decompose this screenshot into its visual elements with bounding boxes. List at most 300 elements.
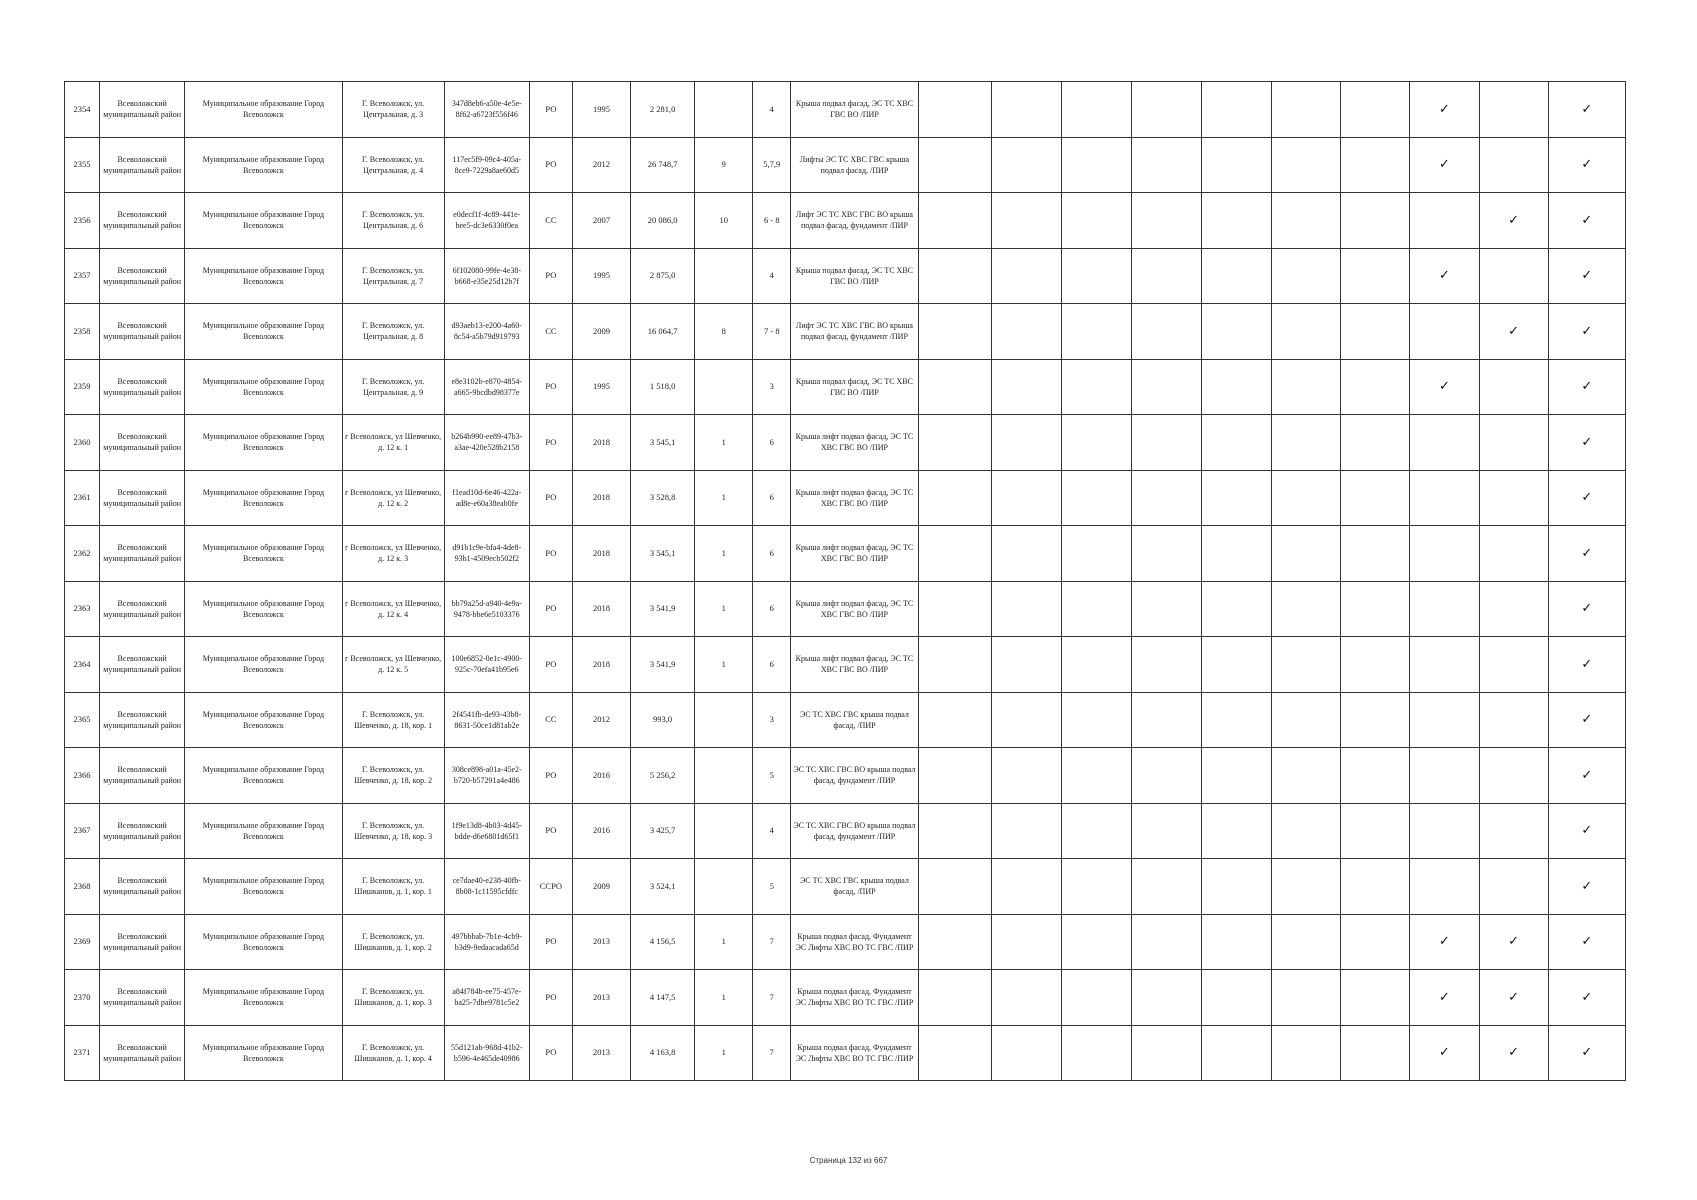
district-cell: Всеволожский муниципальный район	[100, 1025, 185, 1081]
flag-cell	[1272, 82, 1341, 138]
flag-cell	[1131, 304, 1201, 360]
floors-cell: 7	[753, 970, 791, 1026]
area-cell: 3 425,7	[631, 803, 695, 859]
flag-cell	[1202, 637, 1272, 693]
flag-cell	[991, 415, 1061, 471]
check-mark-icon: ✓	[1581, 490, 1593, 506]
flag-cell	[1131, 581, 1201, 637]
year-cell: 2007	[572, 193, 630, 249]
check-mark-icon: ✓	[1581, 934, 1593, 950]
flag-cell	[991, 803, 1061, 859]
flag-cell	[1202, 970, 1272, 1026]
flag-cell	[918, 82, 991, 138]
type-cell: РО	[529, 526, 572, 582]
flag-cell	[991, 359, 1061, 415]
guid-cell: 55d121ab-968d-41b2-b596-4e465de40986	[444, 1025, 529, 1081]
district-cell: Всеволожский муниципальный район	[100, 137, 185, 193]
area-cell: 3 528,8	[631, 470, 695, 526]
flag-cell	[1410, 637, 1479, 693]
flag-cell	[1202, 415, 1272, 471]
flag-cell	[1061, 803, 1131, 859]
type-cell: РО	[529, 470, 572, 526]
district-cell: Всеволожский муниципальный район	[100, 914, 185, 970]
type-cell: СС	[529, 692, 572, 748]
floors-cell: 4	[753, 248, 791, 304]
flag-cell	[991, 748, 1061, 804]
row-number: 2368	[65, 859, 100, 915]
year-cell: 2013	[572, 1025, 630, 1081]
guid-cell: d91b1c9e-bfa4-4de8-93b1-4509ecb502f2	[444, 526, 529, 582]
row-number: 2355	[65, 137, 100, 193]
flag-cell	[1548, 359, 1625, 415]
check-mark-icon: ✓	[1581, 989, 1593, 1005]
flag-cell	[1202, 748, 1272, 804]
check-mark-icon: ✓	[1581, 268, 1593, 284]
address-cell: Г. Всеволожск, ул. Центральная, д. 8	[342, 304, 444, 360]
works-cell: Крыша подвал фасад, ЭС ТС ХВС ГВС ВО /ПИР	[791, 359, 918, 415]
count-cell: 1	[695, 637, 753, 693]
flag-cell	[1061, 470, 1131, 526]
check-mark-icon: ✓	[1581, 379, 1593, 395]
flag-cell	[918, 748, 991, 804]
table-row	[65, 692, 1626, 748]
works-cell: ЭС ТС ХВС ГВС крыша подвал фасад, /ПИР	[791, 859, 918, 915]
flag-cell	[1272, 637, 1341, 693]
flag-cell	[918, 304, 991, 360]
flag-cell	[1202, 470, 1272, 526]
flag-cell	[1272, 359, 1341, 415]
table-row	[65, 248, 1626, 304]
year-cell: 2018	[572, 526, 630, 582]
flag-cell	[1548, 193, 1625, 249]
table-row	[65, 970, 1626, 1026]
municipality-cell: Муниципальное образование Город Всеволожск	[185, 803, 342, 859]
check-mark-icon: ✓	[1508, 934, 1520, 950]
flag-cell	[1410, 970, 1479, 1026]
flag-cell	[1272, 193, 1341, 249]
count-cell: 9	[695, 137, 753, 193]
floors-cell: 3	[753, 692, 791, 748]
floors-cell: 5	[753, 748, 791, 804]
flag-cell	[1202, 692, 1272, 748]
guid-cell: 497bbbab-7b1e-4cb9-b3d9-9edaacada65d	[444, 914, 529, 970]
year-cell: 2016	[572, 748, 630, 804]
year-cell: 2013	[572, 970, 630, 1026]
row-number: 2365	[65, 692, 100, 748]
works-cell: Лифт ЭС ТС ХВС ГВС ВО крыша подвал фасад, фундамент /ПИР	[791, 304, 918, 360]
flag-cell	[1061, 526, 1131, 582]
flag-cell	[991, 82, 1061, 138]
district-cell: Всеволожский муниципальный район	[100, 748, 185, 804]
table-row	[65, 359, 1626, 415]
district-cell: Всеволожский муниципальный район	[100, 692, 185, 748]
count-cell: 1	[695, 470, 753, 526]
flag-cell	[1341, 637, 1410, 693]
flag-cell	[1548, 470, 1625, 526]
flag-cell	[1548, 803, 1625, 859]
flag-cell	[1548, 137, 1625, 193]
flag-cell	[1410, 914, 1479, 970]
check-mark-icon: ✓	[1508, 212, 1520, 228]
address-cell: Г. Всеволожск, ул. Центральная, д. 3	[342, 82, 444, 138]
flag-cell	[1479, 692, 1548, 748]
type-cell: СС	[529, 304, 572, 360]
flag-cell	[1548, 304, 1625, 360]
row-number: 2364	[65, 637, 100, 693]
table-row	[65, 193, 1626, 249]
address-cell: г Всеволожск, ул Шевченко, д. 12 к. 5	[342, 637, 444, 693]
flag-cell	[1548, 914, 1625, 970]
guid-cell: 100e6852-0e1c-4900-925c-70efa41b95e6	[444, 637, 529, 693]
year-cell: 1995	[572, 248, 630, 304]
flag-cell	[1410, 82, 1479, 138]
guid-cell: 347d8eb6-a50e-4e5e-8f62-a6723f556f46	[444, 82, 529, 138]
type-cell: РО	[529, 82, 572, 138]
row-number: 2354	[65, 82, 100, 138]
check-mark-icon: ✓	[1508, 323, 1520, 339]
flag-cell	[1272, 1025, 1341, 1081]
flag-cell	[1202, 581, 1272, 637]
flag-cell	[1479, 914, 1548, 970]
floors-cell: 3	[753, 359, 791, 415]
flag-cell	[1341, 470, 1410, 526]
count-cell	[695, 803, 753, 859]
check-mark-icon: ✓	[1581, 823, 1593, 839]
works-cell: Крыша лифт подвал фасад, ЭС ТС ХВС ГВС ВО /ПИР	[791, 470, 918, 526]
works-cell: Крыша подвал фасад, ЭС ТС ХВС ГВС ВО /ПИР	[791, 248, 918, 304]
year-cell: 2018	[572, 415, 630, 471]
municipality-cell: Муниципальное образование Город Всеволожск	[185, 970, 342, 1026]
flag-cell	[1548, 248, 1625, 304]
municipality-cell: Муниципальное образование Город Всеволожск	[185, 581, 342, 637]
flag-cell	[1061, 970, 1131, 1026]
guid-cell: a84f784b-ee75-457e-ba25-7dbe9781c5e2	[444, 970, 529, 1026]
flag-cell	[991, 692, 1061, 748]
check-mark-icon: ✓	[1581, 545, 1593, 561]
flag-cell	[991, 859, 1061, 915]
table-row	[65, 82, 1626, 138]
works-cell: Крыша подвал фасад, Фундамент ЭС Лифты ХВС ВО ТС ГВС /ПИР	[791, 970, 918, 1026]
flag-cell	[1410, 359, 1479, 415]
flag-cell	[1131, 359, 1201, 415]
flag-cell	[1202, 137, 1272, 193]
flag-cell	[1272, 526, 1341, 582]
flag-cell	[1548, 637, 1625, 693]
flag-cell	[1341, 82, 1410, 138]
flag-cell	[1061, 914, 1131, 970]
address-cell: Г. Всеволожск, ул. Шишканов, д. 1, кор. 4	[342, 1025, 444, 1081]
type-cell: РО	[529, 914, 572, 970]
flag-cell	[1341, 526, 1410, 582]
guid-cell: 2f4541fb-de93-43b8-8631-50ce1d81ab2e	[444, 692, 529, 748]
flag-cell	[1272, 970, 1341, 1026]
flag-cell	[1131, 248, 1201, 304]
table-row	[65, 137, 1626, 193]
flag-cell	[991, 970, 1061, 1026]
address-cell: г Всеволожск, ул Шевченко, д. 12 к. 1	[342, 415, 444, 471]
district-cell: Всеволожский муниципальный район	[100, 970, 185, 1026]
address-cell: Г. Всеволожск, ул. Шевченко, д. 18, кор. 3	[342, 803, 444, 859]
flag-cell	[1341, 692, 1410, 748]
table-row	[65, 859, 1626, 915]
flag-cell	[918, 914, 991, 970]
flag-cell	[1341, 415, 1410, 471]
flag-cell	[1131, 137, 1201, 193]
year-cell: 2013	[572, 914, 630, 970]
flag-cell	[918, 970, 991, 1026]
table-row	[65, 1025, 1626, 1081]
check-mark-icon: ✓	[1439, 268, 1450, 284]
row-number: 2366	[65, 748, 100, 804]
municipality-cell: Муниципальное образование Город Всеволожск	[185, 470, 342, 526]
flag-cell	[1131, 914, 1201, 970]
check-mark-icon: ✓	[1439, 1045, 1450, 1061]
flag-cell	[1410, 193, 1479, 249]
year-cell: 1995	[572, 359, 630, 415]
area-cell: 16 064,7	[631, 304, 695, 360]
municipality-cell: Муниципальное образование Город Всеволожск	[185, 193, 342, 249]
flag-cell	[1341, 970, 1410, 1026]
year-cell: 2009	[572, 859, 630, 915]
address-cell: Г. Всеволожск, ул. Центральная, д. 7	[342, 248, 444, 304]
flag-cell	[1061, 415, 1131, 471]
type-cell: РО	[529, 581, 572, 637]
guid-cell: e0decf1f-4c89-441e-bee5-dc3e6330f0ea	[444, 193, 529, 249]
flag-cell	[1131, 526, 1201, 582]
row-number: 2370	[65, 970, 100, 1026]
guid-cell: f1ead10d-6e46-422a-ad8e-e60a38eab0fe	[444, 470, 529, 526]
flag-cell	[1131, 692, 1201, 748]
flag-cell	[991, 248, 1061, 304]
flag-cell	[1479, 970, 1548, 1026]
flag-cell	[918, 526, 991, 582]
flag-cell	[1410, 803, 1479, 859]
table-row	[65, 581, 1626, 637]
address-cell: Г. Всеволожск, ул. Шишканов, д. 1, кор. 3	[342, 970, 444, 1026]
address-cell: Г. Всеволожск, ул. Центральная, д. 4	[342, 137, 444, 193]
floors-cell: 6	[753, 526, 791, 582]
count-cell: 1	[695, 415, 753, 471]
flag-cell	[1410, 248, 1479, 304]
year-cell: 2018	[572, 637, 630, 693]
table-row	[65, 748, 1626, 804]
municipality-cell: Муниципальное образование Город Всеволожск	[185, 914, 342, 970]
area-cell: 4 147,5	[631, 970, 695, 1026]
check-mark-icon: ✓	[1581, 323, 1593, 339]
row-number: 2358	[65, 304, 100, 360]
area-cell: 1 518,0	[631, 359, 695, 415]
area-cell: 3 541,9	[631, 637, 695, 693]
district-cell: Всеволожский муниципальный район	[100, 637, 185, 693]
flag-cell	[1272, 859, 1341, 915]
check-mark-icon: ✓	[1581, 157, 1593, 173]
flag-cell	[1061, 637, 1131, 693]
count-cell: 8	[695, 304, 753, 360]
guid-cell: 117ec5f9-09c4-405a-8ce9-7229a8ae60d5	[444, 137, 529, 193]
flag-cell	[918, 637, 991, 693]
flag-cell	[1202, 859, 1272, 915]
row-number: 2361	[65, 470, 100, 526]
flag-cell	[1061, 748, 1131, 804]
count-cell: 1	[695, 526, 753, 582]
flag-cell	[1479, 803, 1548, 859]
area-cell: 4 156,5	[631, 914, 695, 970]
flag-cell	[1410, 581, 1479, 637]
count-cell: 1	[695, 581, 753, 637]
check-mark-icon: ✓	[1581, 656, 1593, 672]
flag-cell	[1131, 193, 1201, 249]
district-cell: Всеволожский муниципальный район	[100, 82, 185, 138]
flag-cell	[918, 581, 991, 637]
flag-cell	[1272, 581, 1341, 637]
floors-cell: 5,7,9	[753, 137, 791, 193]
flag-cell	[1272, 415, 1341, 471]
district-cell: Всеволожский муниципальный район	[100, 803, 185, 859]
address-cell: Г. Всеволожск, ул. Шевченко, д. 18, кор. 2	[342, 748, 444, 804]
floors-cell: 6	[753, 581, 791, 637]
flag-cell	[1479, 415, 1548, 471]
works-cell: ЭС ТС ХВС ГВС ВО крыша подвал фасад, фундамент /ПИР	[791, 748, 918, 804]
address-cell: Г. Всеволожск, ул. Шевченко, д. 18, кор. 1	[342, 692, 444, 748]
table-row	[65, 637, 1626, 693]
flag-cell	[1410, 692, 1479, 748]
flag-cell	[918, 137, 991, 193]
flag-cell	[1341, 1025, 1410, 1081]
flag-cell	[1272, 748, 1341, 804]
flag-cell	[1479, 359, 1548, 415]
check-mark-icon: ✓	[1439, 157, 1450, 173]
row-number: 2360	[65, 415, 100, 471]
district-cell: Всеволожский муниципальный район	[100, 193, 185, 249]
address-cell: г Всеволожск, ул Шевченко, д. 12 к. 3	[342, 526, 444, 582]
guid-cell: 1f9e13d8-4b03-4d45-bdde-d6e6801d65f1	[444, 803, 529, 859]
type-cell: РО	[529, 970, 572, 1026]
flag-cell	[918, 692, 991, 748]
flag-cell	[1479, 581, 1548, 637]
table-row	[65, 914, 1626, 970]
flag-cell	[1272, 914, 1341, 970]
page-footer: Страница 132 из 667	[809, 1156, 888, 1165]
floors-cell: 7 - 8	[753, 304, 791, 360]
type-cell: СС	[529, 193, 572, 249]
flag-cell	[1061, 82, 1131, 138]
municipality-cell: Муниципальное образование Город Всеволожск	[185, 359, 342, 415]
flag-cell	[1479, 82, 1548, 138]
area-cell: 3 545,1	[631, 526, 695, 582]
address-cell: Г. Всеволожск, ул. Центральная, д. 6	[342, 193, 444, 249]
flag-cell	[1202, 526, 1272, 582]
table-row	[65, 526, 1626, 582]
check-mark-icon: ✓	[1581, 878, 1593, 894]
flag-cell	[1272, 470, 1341, 526]
municipality-cell: Муниципальное образование Город Всеволожск	[185, 526, 342, 582]
type-cell: РО	[529, 748, 572, 804]
flag-cell	[1479, 304, 1548, 360]
flag-cell	[1410, 526, 1479, 582]
type-cell: РО	[529, 637, 572, 693]
row-number: 2369	[65, 914, 100, 970]
check-mark-icon: ✓	[1439, 101, 1450, 117]
flag-cell	[1410, 470, 1479, 526]
check-mark-icon: ✓	[1508, 989, 1520, 1005]
flag-cell	[1479, 470, 1548, 526]
flag-cell	[1548, 970, 1625, 1026]
flag-cell	[1272, 137, 1341, 193]
guid-cell: ce7dae40-e238-40fb-8b08-1c11595cfdfc	[444, 859, 529, 915]
check-mark-icon: ✓	[1581, 101, 1593, 117]
flag-cell	[1202, 248, 1272, 304]
flag-cell	[1341, 304, 1410, 360]
works-cell: Лифты ЭС ТС ХВС ГВС крыша подвал фасад, /ПИР	[791, 137, 918, 193]
flag-cell	[991, 914, 1061, 970]
area-cell: 3 545,1	[631, 415, 695, 471]
floors-cell: 6	[753, 470, 791, 526]
type-cell: ССРО	[529, 859, 572, 915]
table-row	[65, 415, 1626, 471]
floors-cell: 5	[753, 859, 791, 915]
flag-cell	[991, 470, 1061, 526]
flag-cell	[1061, 248, 1131, 304]
table-row	[65, 803, 1626, 859]
floors-cell: 6	[753, 637, 791, 693]
flag-cell	[1479, 637, 1548, 693]
flag-cell	[1131, 970, 1201, 1026]
guid-cell: 6f102080-99fe-4e38-b668-e35e25d12b7f	[444, 248, 529, 304]
flag-cell	[1272, 304, 1341, 360]
flag-cell	[1202, 304, 1272, 360]
district-cell: Всеволожский муниципальный район	[100, 470, 185, 526]
flag-cell	[1479, 748, 1548, 804]
flag-cell	[1548, 692, 1625, 748]
type-cell: РО	[529, 1025, 572, 1081]
municipality-cell: Муниципальное образование Город Всеволожск	[185, 748, 342, 804]
type-cell: РО	[529, 803, 572, 859]
flag-cell	[1548, 859, 1625, 915]
works-cell: Крыша лифт подвал фасад, ЭС ТС ХВС ГВС ВО /ПИР	[791, 581, 918, 637]
district-cell: Всеволожский муниципальный район	[100, 415, 185, 471]
flag-cell	[1341, 248, 1410, 304]
flag-cell	[1341, 859, 1410, 915]
flag-cell	[1479, 526, 1548, 582]
flag-cell	[1272, 692, 1341, 748]
count-cell: 10	[695, 193, 753, 249]
municipality-cell: Муниципальное образование Город Всеволожск	[185, 248, 342, 304]
floors-cell: 7	[753, 914, 791, 970]
flag-cell	[918, 359, 991, 415]
year-cell: 2018	[572, 470, 630, 526]
municipality-cell: Муниципальное образование Город Всеволожск	[185, 415, 342, 471]
row-number: 2367	[65, 803, 100, 859]
flag-cell	[918, 803, 991, 859]
works-cell: Крыша лифт подвал фасад, ЭС ТС ХВС ГВС ВО /ПИР	[791, 415, 918, 471]
district-cell: Всеволожский муниципальный район	[100, 304, 185, 360]
municipality-cell: Муниципальное образование Город Всеволожск	[185, 82, 342, 138]
flag-cell	[1341, 137, 1410, 193]
row-number: 2362	[65, 526, 100, 582]
flag-cell	[1061, 359, 1131, 415]
floors-cell: 6	[753, 415, 791, 471]
floors-cell: 4	[753, 82, 791, 138]
flag-cell	[991, 1025, 1061, 1081]
municipality-cell: Муниципальное образование Город Всеволожск	[185, 1025, 342, 1081]
check-mark-icon: ✓	[1581, 767, 1593, 783]
type-cell: РО	[529, 359, 572, 415]
municipality-cell: Муниципальное образование Город Всеволожск	[185, 137, 342, 193]
flag-cell	[1341, 359, 1410, 415]
year-cell: 2009	[572, 304, 630, 360]
check-mark-icon: ✓	[1439, 379, 1450, 395]
flag-cell	[1272, 248, 1341, 304]
